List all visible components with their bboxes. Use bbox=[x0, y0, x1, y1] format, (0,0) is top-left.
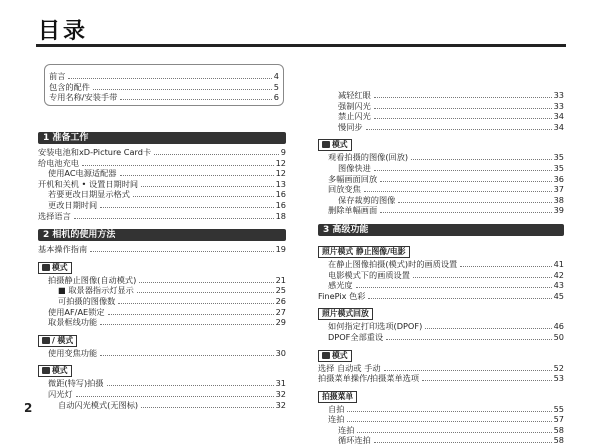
right-column bbox=[318, 90, 564, 446]
toc-entry[interactable]: 保存裁剪的图像 38 bbox=[338, 194, 564, 205]
camera-icon bbox=[42, 264, 50, 271]
camera-icon bbox=[322, 352, 330, 359]
toc-entry[interactable]: 连拍 58 bbox=[338, 424, 564, 435]
toc-entry[interactable]: 更改日期时间 16 bbox=[48, 199, 286, 210]
toc-entry[interactable]: 减轻红眼 33 bbox=[338, 90, 564, 100]
intro-box bbox=[44, 64, 284, 106]
subsection-camera-movie-mode: / 模式 bbox=[38, 335, 77, 347]
toc-entry[interactable]: 感光度 43 bbox=[328, 280, 564, 291]
toc-entry[interactable]: 基本操作指南 19 bbox=[38, 244, 286, 255]
toc-entry[interactable]: 若要更改日期显示格式 16 bbox=[48, 189, 286, 200]
subsection-camera-mode: 模式 bbox=[38, 262, 72, 274]
playback-icon bbox=[322, 141, 330, 148]
toc-entry[interactable]: 拍摄菜单操作/拍摄菜单选项 53 bbox=[318, 373, 564, 384]
toc-entry[interactable]: 回放变焦 37 bbox=[328, 184, 564, 195]
toc-entry[interactable]: ■ 取景器指示灯显示 25 bbox=[58, 285, 286, 296]
toc-entry[interactable]: 图像快进 35 bbox=[338, 162, 564, 173]
toc-entry[interactable]: 使用AF/AE锁定 27 bbox=[48, 306, 286, 317]
section-header-usage: 2 相机的使用方法 bbox=[38, 229, 286, 241]
toc-entry[interactable]: 连拍 57 bbox=[328, 414, 564, 425]
toc-entry[interactable]: 自拍 55 bbox=[328, 403, 564, 414]
toc-entry[interactable]: 使用变焦功能 30 bbox=[48, 347, 286, 358]
camera-icon bbox=[42, 337, 50, 344]
subsection-photo-mode-still: 照片模式 静止图像/电影 bbox=[318, 246, 410, 258]
toc-entry[interactable]: 安装电池和xD-Picture Card卡 9 bbox=[38, 147, 286, 157]
toc-entry[interactable]: 包含的配件 5 bbox=[49, 81, 279, 92]
subsection-playback-mode: 模式 bbox=[318, 139, 352, 151]
toc-entry[interactable]: 选择语言 18 bbox=[38, 210, 286, 221]
toc-entry[interactable]: DPOF全部重设 50 bbox=[328, 331, 564, 342]
toc-entry[interactable]: 拍摄静止图像(自动模式) 21 bbox=[48, 274, 286, 285]
page-title: 目录 bbox=[38, 19, 89, 44]
toc-entry[interactable]: 开机和关机 • 设置日期时间 13 bbox=[38, 178, 286, 189]
toc-entry[interactable]: 可拍摄的图像数 26 bbox=[58, 295, 286, 306]
toc-entry[interactable]: FinePix 色彩 45 bbox=[318, 290, 564, 301]
toc-entry[interactable]: 微距(特写)拍摄 31 bbox=[48, 378, 286, 389]
toc-entry[interactable]: 电影模式下的画质设置 42 bbox=[328, 269, 564, 280]
page-number: 2 bbox=[24, 401, 33, 415]
subsection-camera-mode-3: 模式 bbox=[318, 350, 352, 362]
toc-entry[interactable]: 使用AC电源适配器 12 bbox=[48, 168, 286, 179]
subsection-camera-mode-2: 模式 bbox=[38, 365, 72, 377]
toc-entry[interactable]: 选择 自动或 手动 52 bbox=[318, 362, 564, 373]
toc-entry[interactable]: 在静止图像拍摄(模式)时的画质设置 41 bbox=[328, 258, 564, 269]
toc-entry[interactable]: 闪光灯 32 bbox=[48, 388, 286, 399]
toc-entry[interactable]: 专用名称/安装手带 6 bbox=[49, 92, 279, 103]
toc-entry[interactable]: 给电池充电 12 bbox=[38, 157, 286, 168]
subsection-photo-mode-playback: 照片模式回放 bbox=[318, 308, 373, 320]
toc-entry[interactable]: 前言 4 bbox=[49, 71, 279, 81]
toc-entry[interactable]: 强制闪光 33 bbox=[338, 100, 564, 111]
subsection-shooting-menu: 拍摄菜单 bbox=[318, 391, 357, 403]
section-header-prep: 1 准备工作 bbox=[38, 132, 286, 144]
toc-entry[interactable]: 如何指定打印选项(DPOF) 46 bbox=[328, 321, 564, 332]
toc-entry[interactable]: 禁止闪光 34 bbox=[338, 111, 564, 122]
title-rule bbox=[36, 44, 566, 47]
section-header-advanced: 3 高级功能 bbox=[318, 224, 564, 236]
toc-entry[interactable]: 多幅画面回放 36 bbox=[328, 173, 564, 184]
toc-entry[interactable]: 慢同步 34 bbox=[338, 121, 564, 132]
toc-entry[interactable]: 循环连拍 58 bbox=[338, 435, 564, 446]
left-column bbox=[38, 128, 286, 410]
camera-icon bbox=[42, 367, 50, 374]
toc-entry[interactable]: 删除单幅画面 39 bbox=[328, 205, 564, 216]
toc-entry[interactable]: 取景框线功能 29 bbox=[48, 317, 286, 328]
toc-entry[interactable]: 自动闪光模式(无图标) 32 bbox=[58, 399, 286, 410]
toc-entry[interactable]: 观看拍摄的图像(回放) 35 bbox=[328, 152, 564, 163]
